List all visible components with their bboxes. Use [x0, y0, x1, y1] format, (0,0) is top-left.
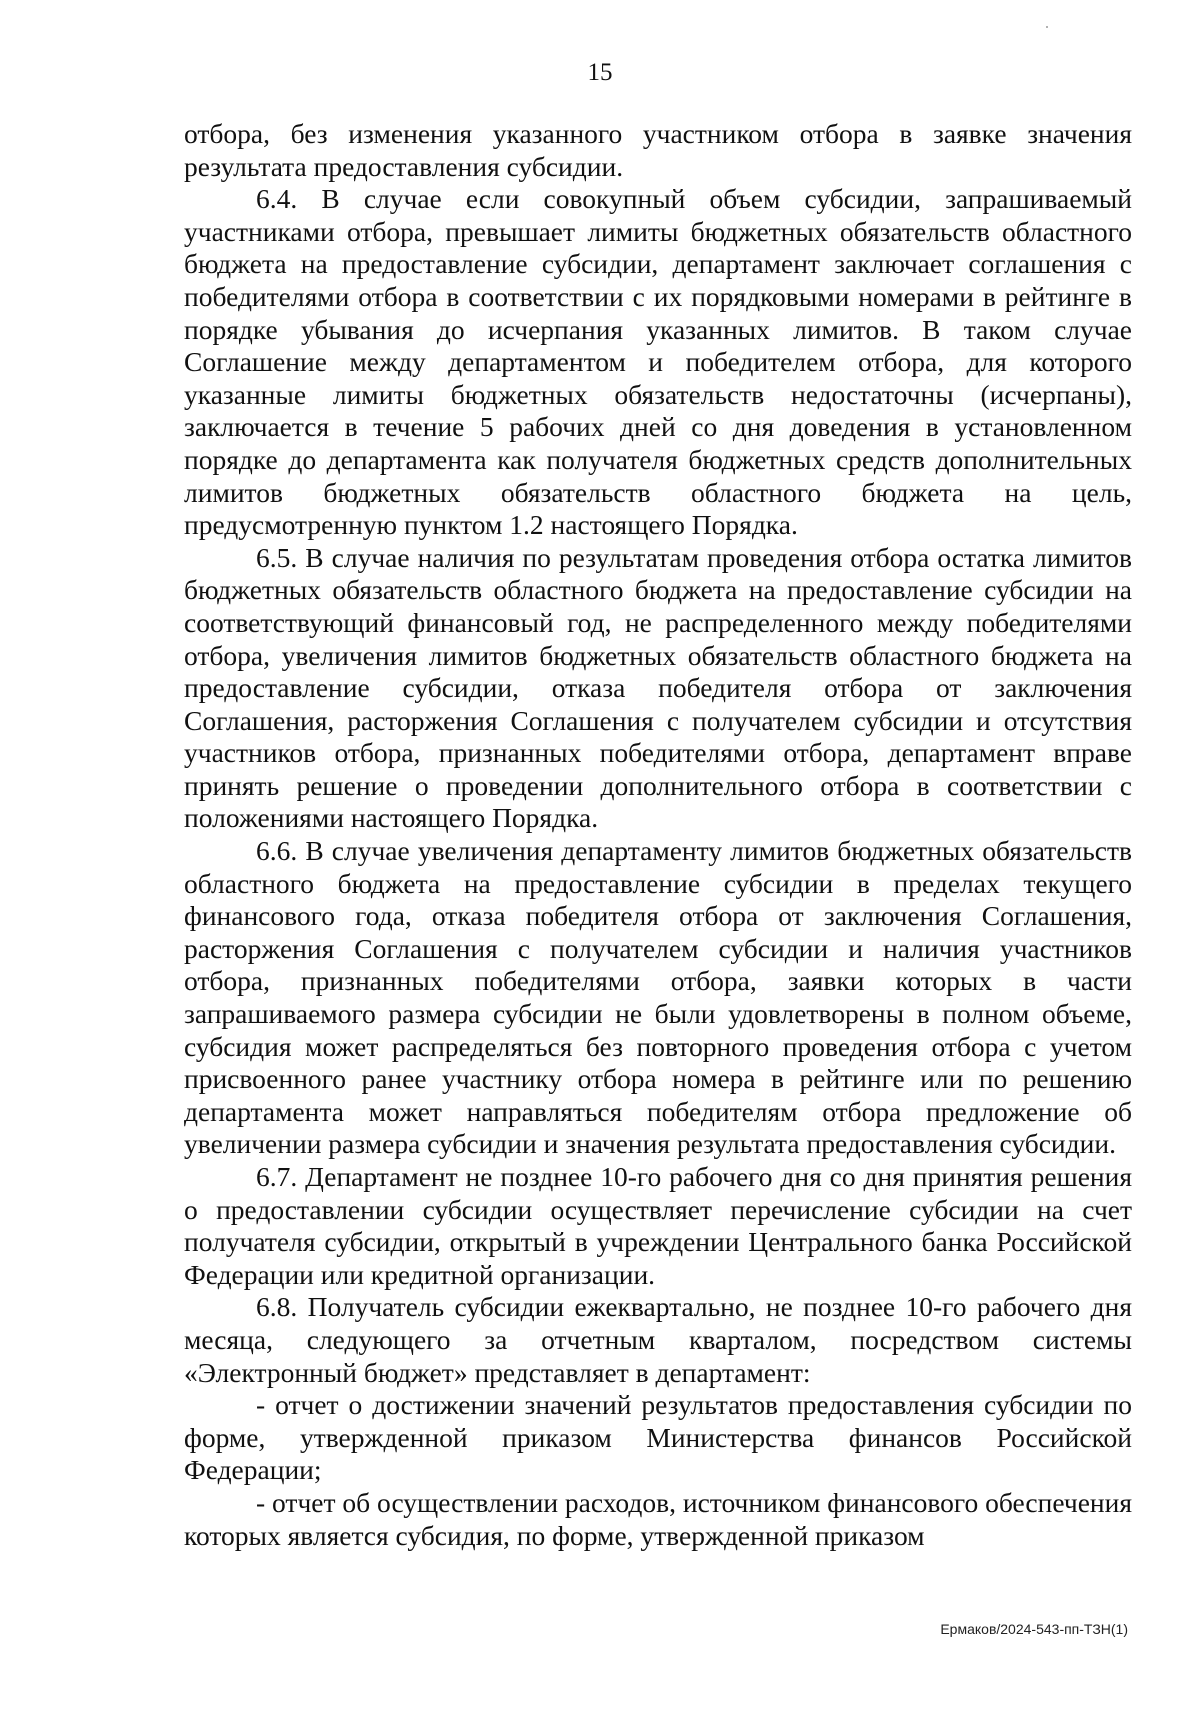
paragraph-6-4: 6.4. В случае если совокупный объем субсидии, запрашиваемый участниками отбора, превышает лимиты бюджетных обязательств областного бюджета на предоставление субсидии, департамент заключает соглашения с победителями отбора в соответствии с их порядковыми номерами в рейтинге в порядке убывания до исчерпания указанных лимитов. В таком случае Соглашение между департаментом и победителем отбора, для которого указанные лимиты бюджетных обязательств недостаточны (исчерпаны), заключается в течение 5 рабочих дней со дня доведения в установленном порядке до департамента как получателя бюджетных средств дополнительных лимитов бюджетных обязательств областного бюджета на цель, предусмотренную пунктом 1.2 настоящего Порядка. [184, 183, 1132, 541]
paragraph-6-7: 6.7. Департамент не позднее 10-го рабочего дня со дня принятия решения о предоставлении субсидии осуществляет перечисление субсидии на счет получателя субсидии, открытый в учреждении Центрального банка Российской Федерации или кредитной организации. [184, 1161, 1132, 1290]
paragraph-continuation: отбора, без изменения указанного участником отбора в заявке значения результата предоставления субсидии. [184, 118, 1132, 182]
document-code: Ермаков/2024-543-пп-ТЗН(1) [940, 1621, 1128, 1637]
document-body [184, 118, 1132, 1552]
list-item-report-results: - отчет о достижении значений результатов предоставления субсидии по форме, утвержденной приказом Министерства финансов Российской Федерации; [184, 1389, 1132, 1486]
list-item-report-expenses: - отчет об осуществлении расходов, источником финансового обеспечения которых является субсидия, по форме, утвержденной приказом [184, 1486, 1132, 1551]
paragraph-6-6: 6.6. В случае увеличения департаменту лимитов бюджетных обязательств областного бюджета на предоставление субсидии в пределах текущего финансового года, отказа победителя отбора от заключения Соглашения, расторжения Соглашения с получателем субсидии и наличия участников отбора, признанных победителями отбора, заявки которых в части запрашиваемого размера субсидии не были удовлетворены в полном объеме, субсидия может распределяться без повторного проведения отбора с учетом присвоенного ранее участнику отбора номера в рейтинге или по решению департамента может направляться победителям отбора предложение об увеличении размера субсидии и значения результата предоставления субсидии. [184, 835, 1132, 1160]
scan-speck [1046, 26, 1048, 28]
paragraph-6-5: 6.5. В случае наличия по результатам проведения отбора остатка лимитов бюджетных обязательств областного бюджета на предоставление субсидии на соответствующий финансовый год, не распределенного между победителями отбора, увеличения лимитов бюджетных обязательств областного бюджета на предоставление субсидии, отказа победителя отбора от заключения Соглашения, расторжения Соглашения с получателем субсидии и отсутствия участников отбора, признанных победителями отбора, департамент вправе принять решение о проведении дополнительного отбора в соответствии с положениями настоящего Порядка. [184, 541, 1132, 834]
page-number: 15 [587, 59, 613, 86]
paragraph-6-8: 6.8. Получатель субсидии ежеквартально, не позднее 10-го рабочего дня месяца, следующего за отчетным кварталом, посредством системы «Электронный бюджет» представляет в департамент: [184, 1291, 1132, 1388]
